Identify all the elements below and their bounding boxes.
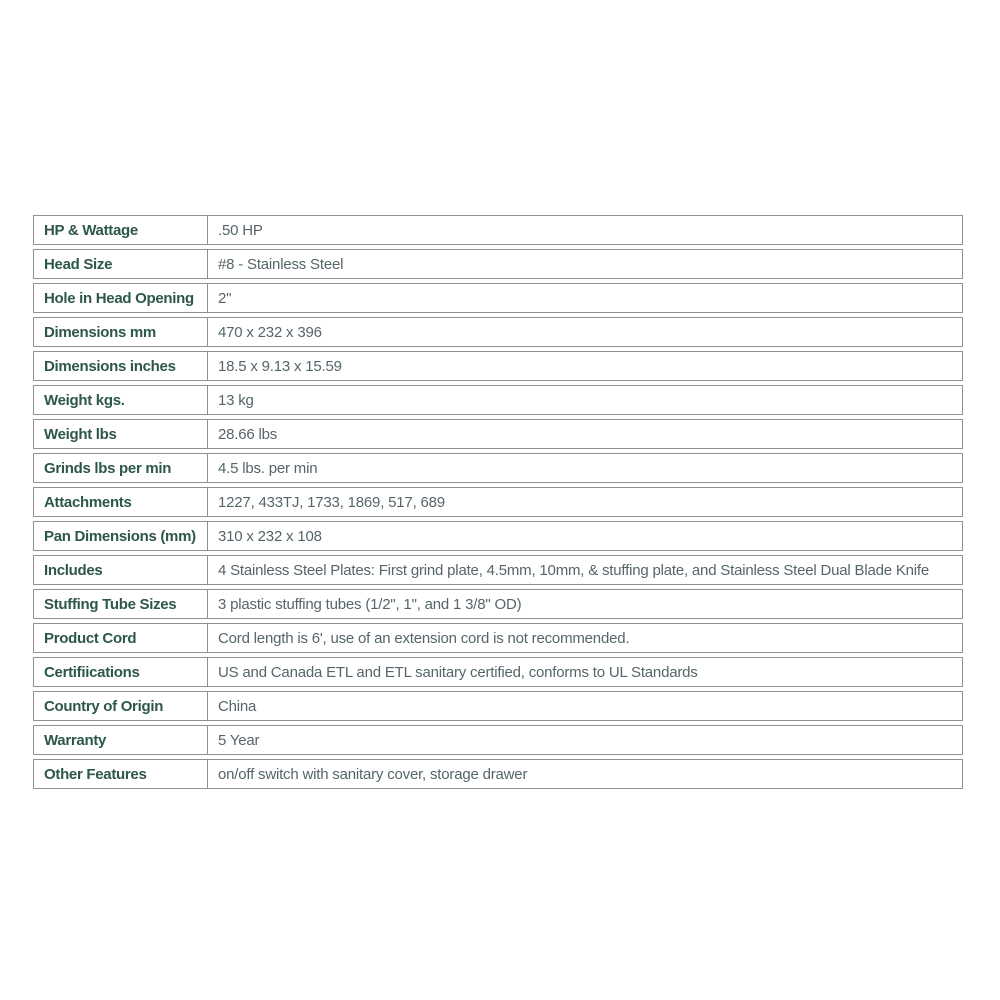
table-row [33, 215, 963, 245]
spec-value: #8 - Stainless Steel [218, 255, 344, 273]
spec-value: China [218, 697, 257, 715]
table-row [33, 725, 963, 755]
spec-value: 18.5 x 9.13 x 15.59 [218, 357, 342, 375]
table-row [33, 453, 963, 483]
spec-label: Stuffing Tube Sizes [34, 590, 208, 618]
spec-value: on/off switch with sanitary cover, storage drawer [218, 765, 528, 783]
table-row [33, 249, 963, 279]
spec-value: 5 Year [218, 731, 260, 749]
spec-label: Pan Dimensions (mm) [34, 522, 208, 550]
table-row [33, 759, 963, 789]
spec-value: 1227, 433TJ, 1733, 1869, 517, 689 [218, 493, 445, 511]
spec-label: Country of Origin [34, 692, 208, 720]
table-row [33, 589, 963, 619]
spec-value: Cord length is 6', use of an extension cord is not recommended. [218, 629, 630, 647]
spec-label: Hole in Head Opening [34, 284, 208, 312]
spec-label: Attachments [34, 488, 208, 516]
spec-label: Certifiications [34, 658, 208, 686]
spec-value: 28.66 lbs [218, 425, 278, 443]
spec-label: Grinds lbs per min [34, 454, 208, 482]
spec-value: 13 kg [218, 391, 254, 409]
table-row [33, 487, 963, 517]
table-row [33, 555, 963, 585]
table-row [33, 657, 963, 687]
spec-label: Dimensions inches [34, 352, 208, 380]
table-row [33, 521, 963, 551]
table-row [33, 419, 963, 449]
table-row [33, 691, 963, 721]
spec-label: Other Features [34, 760, 208, 788]
spec-label: Includes [34, 556, 208, 584]
spec-value: 4 Stainless Steel Plates: First grind plate, 4.5mm, 10mm, & stuffing plate, and Stainless Steel Dual Blade Knife [218, 561, 930, 579]
spec-label: Dimensions mm [34, 318, 208, 346]
spec-value: 470 x 232 x 396 [218, 323, 322, 341]
table-row [33, 385, 963, 415]
table-row [33, 351, 963, 381]
table-row [33, 317, 963, 347]
spec-label: Head Size [34, 250, 208, 278]
spec-label: Weight lbs [34, 420, 208, 448]
spec-value: .50 HP [218, 221, 263, 239]
spec-value: 310 x 232 x 108 [218, 527, 322, 545]
spec-value: 2" [218, 289, 232, 307]
spec-value: 3 plastic stuffing tubes (1/2", 1", and 1 3/8" OD) [218, 595, 522, 613]
product-spec-table [33, 215, 963, 793]
table-row [33, 623, 963, 653]
table-row [33, 283, 963, 313]
spec-label: HP & Wattage [34, 216, 208, 244]
spec-label: Warranty [34, 726, 208, 754]
spec-label: Product Cord [34, 624, 208, 652]
spec-label: Weight kgs. [34, 386, 208, 414]
spec-value: 4.5 lbs. per min [218, 459, 318, 477]
spec-value: US and Canada ETL and ETL sanitary certified, conforms to UL Standards [218, 663, 698, 681]
